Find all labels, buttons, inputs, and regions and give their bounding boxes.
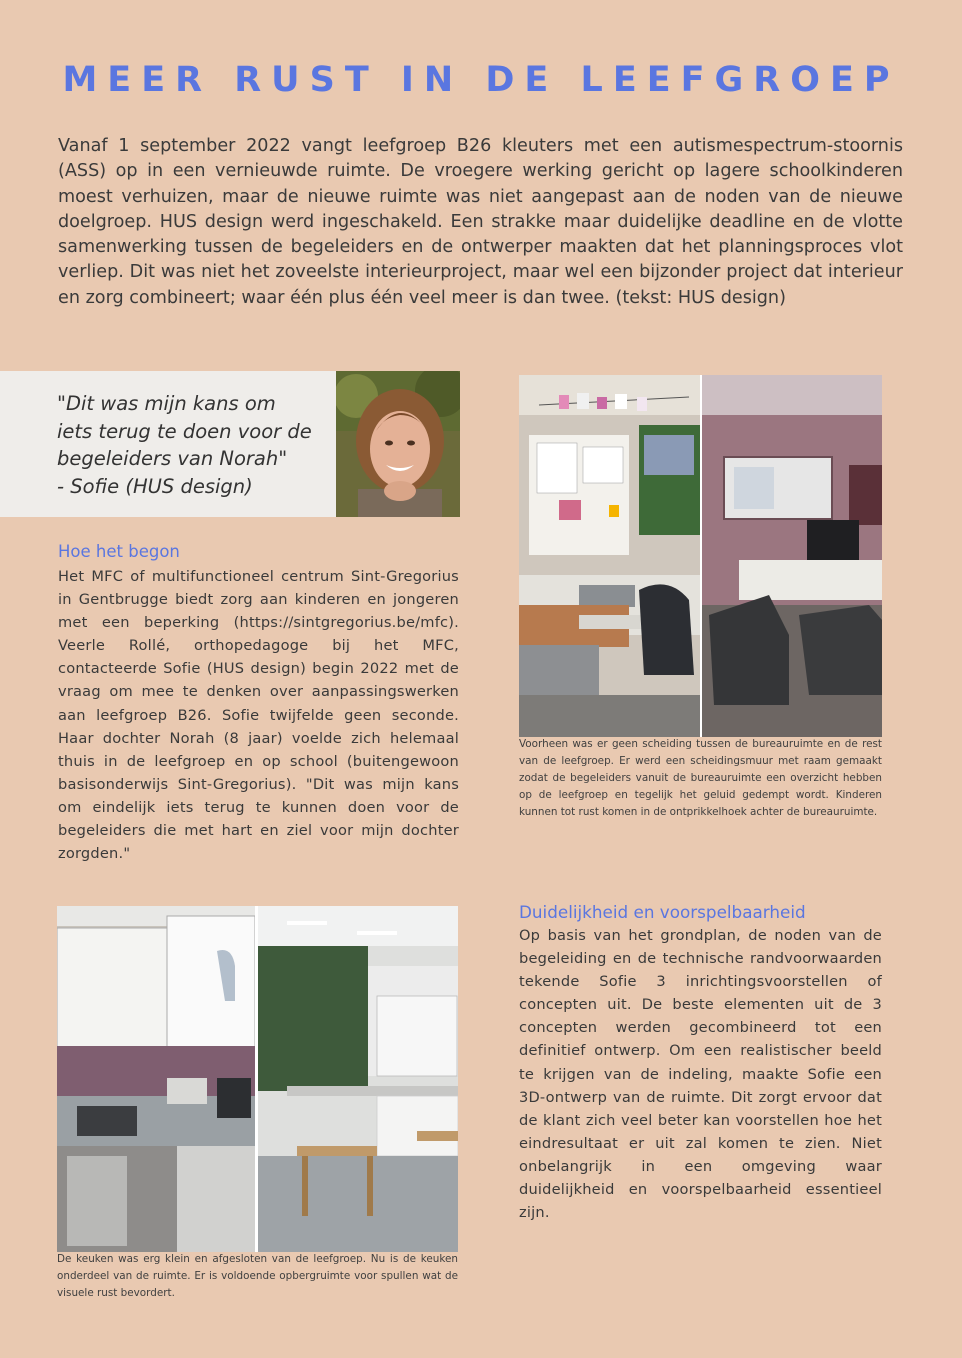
quote-attribution: - Sofie (HUS design) [57, 474, 253, 498]
page-title: MEER RUST IN DE LEEFGROEP [62, 60, 900, 100]
section-heading-hoe-het-begon: Hoe het begon [58, 542, 180, 561]
kitchen-photo [57, 906, 458, 1252]
office-photo [519, 375, 882, 737]
quote-line: begeleiders van Norah" [57, 447, 288, 470]
kitchen-photo-caption: De keuken was erg klein en afgesloten van de leefgroep. Nu is de keuken onderdeel van de ruimte. Er is voldoende opbergruimte voor spullen wat de visuele rust bevordert. [57, 1253, 458, 1299]
pull-quote [57, 390, 332, 500]
section-body-duidelijkheid: Op basis van het grondplan, de noden van de begeleiding en de technische randvoorwaarden tekende Sofie 3 inrichtingsvoorstellen of concepten uit. De beste elementen uit de 3 concepten werden gecombineerd tot een definitief ontwerp. Om een realistischer beeld te krijgen van de indeling, maakte Sofie een 3D-ontwerp van de ruimte. Dit zorgt ervoor dat de klant zich veel beter kan voorstellen hoe het eindresultaat er uit zal komen te zien. Niet onbelangrijk in een omgeving waar duidelijkheid en voorspelbaarheid essentieel zijn. [519, 927, 882, 1222]
section-body-hoe-het-begon: Het MFC of multifunctioneel centrum Sint-Gregorius in Gentbrugge biedt zorg aan kinderen en jongeren met een beperking (https://sintgregorius.be/mfc). Veerle Rollé, orthopedagoge bij het MFC, contacteerde Sofie (HUS design) begin 2022 met de vraag om mee te denken over aanpassingswerken aan leefgroep B26. Sofie twijfelde geen seconde. Haar dochter Norah (8 jaar) voelde zich helemaal thuis in de leefgroep en op school (buitengewoon basisonderwijs Sint-Gregorius). "Dit was mijn kans om eindelijk iets terug te kunnen doen voor de begeleiders die met hart en ziel voor mijn dochter zorgden." [58, 568, 459, 863]
office-photo-caption: Voorheen was er geen scheiding tussen de bureauruimte en de rest van de leefgroep. Er werd een scheidingsmuur met raam gemaakt zodat de begeleiders vanuit de bureauruimte een overzicht hebben op de leefgroep en tegelijk het geluid gedempt wordt. Kinderen kunnen tot rust komen in de ontprikkelhoek achter de bureauruimte. [519, 738, 882, 818]
section-heading-duidelijkheid: Duidelijkheid en voorspelbaarheid [519, 902, 806, 922]
intro-paragraph: Vanaf 1 september 2022 vangt leefgroep B26 kleuters met een autismespectrum-stoornis (ASS) op in een vernieuwde ruimte. De vroegere werking gericht op lagere schoolkinderen moest verhuizen, maar de nieuwe ruimte was niet aangepast aan de noden van de nieuwe doelgroep. HUS design werd ingeschakeld. Een strakke maar duidelijke deadline en de vlotte samenwerking tussen de begeleiders en de ontwerper maakten dat het planningsproces vlot verliep. Dit was niet het zoveelste interieurproject, maar wel een bijzonder project dat interieur en zorg combineert; waar één plus één veel meer is dan twee. (tekst: HUS design) [58, 136, 903, 308]
portrait-photo [336, 371, 460, 517]
quote-line: "Dit was mijn kans om [57, 392, 276, 415]
quote-line: iets terug te doen voor de [57, 419, 312, 443]
